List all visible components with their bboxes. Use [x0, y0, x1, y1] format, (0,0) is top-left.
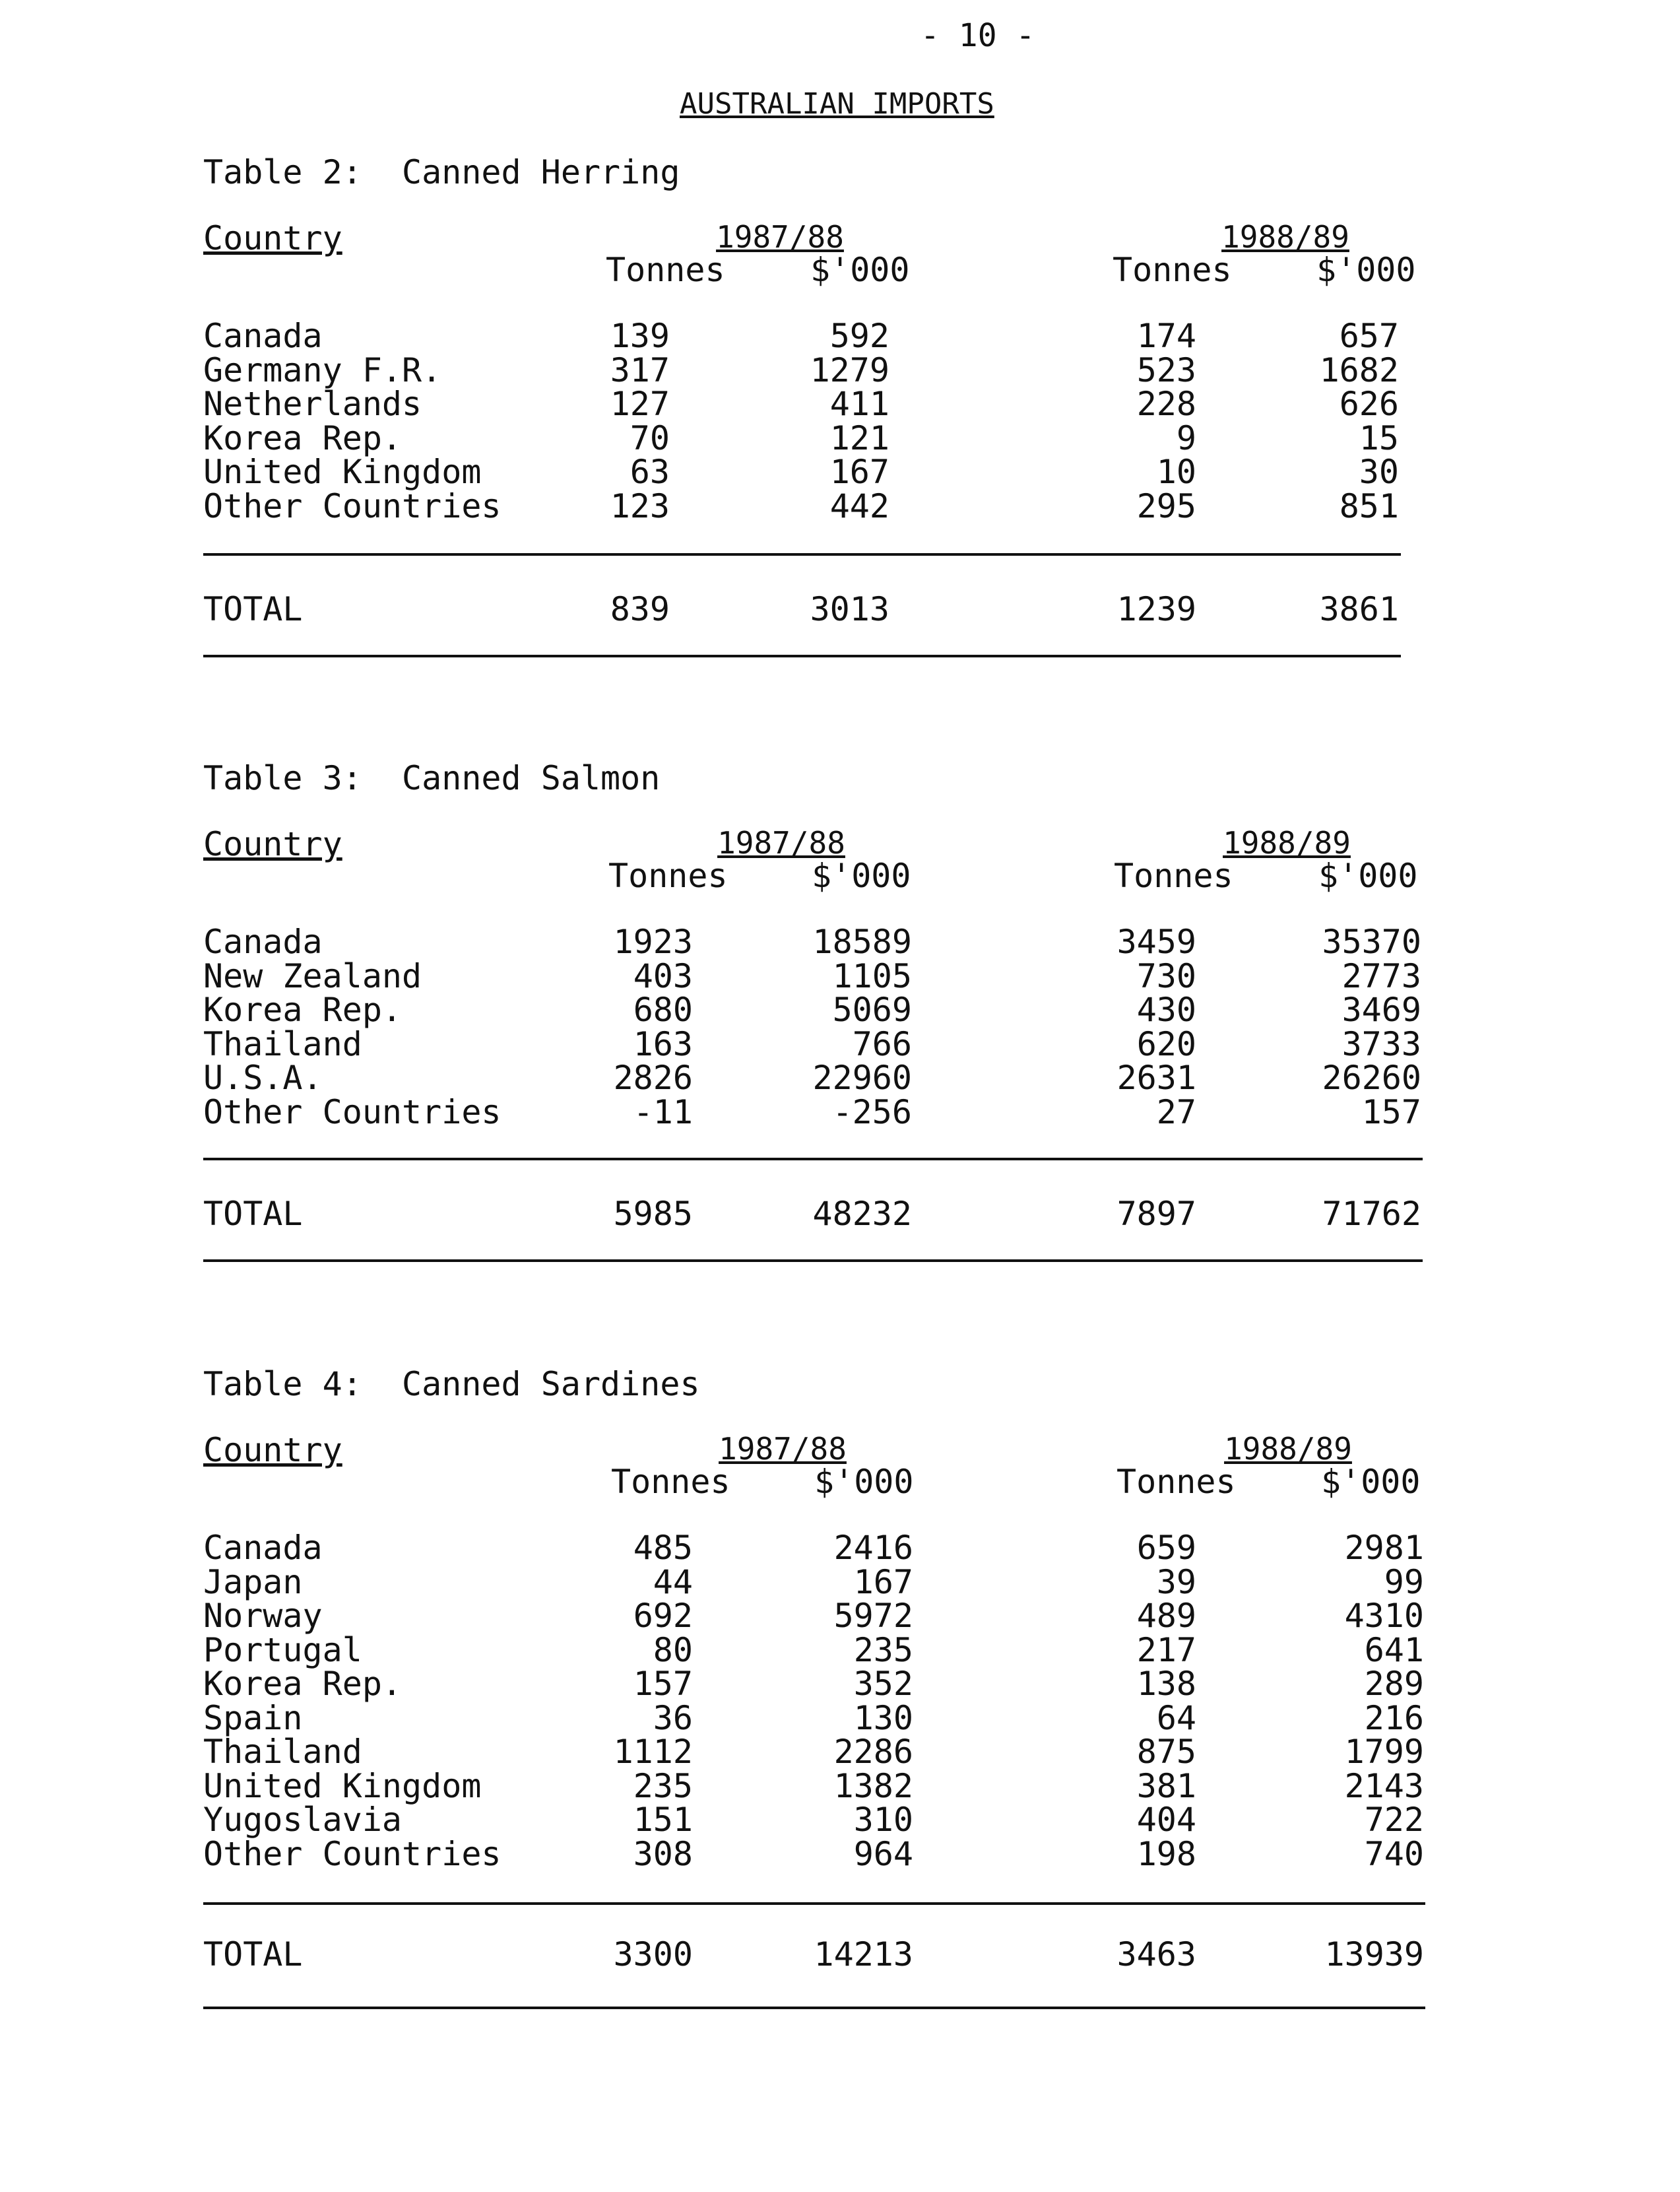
value-cell: 157 [1361, 1092, 1421, 1131]
value-cell: 1112 [613, 1733, 693, 1771]
value-cell: 381 [1136, 1766, 1196, 1805]
value-cell: 64 [1156, 1698, 1196, 1737]
value-cell: 411 [829, 385, 889, 423]
subheader-tonnes: Tonnes [606, 251, 725, 289]
subheader-value: $'000 [814, 1463, 914, 1501]
value-cell: 310 [853, 1801, 913, 1839]
country-cell: Netherlands [203, 385, 422, 423]
value-cell: 1682 [1319, 350, 1399, 389]
page-number: - 10 - [921, 17, 1035, 54]
value-cell: 2631 [1116, 1059, 1196, 1097]
total-cell: 3013 [810, 590, 889, 628]
value-cell: 228 [1136, 385, 1196, 423]
subheader-value: $'000 [812, 857, 911, 895]
total-label: TOTAL [203, 1935, 303, 1974]
year-header: 1988/89 [1223, 825, 1351, 861]
country-cell: New Zealand [203, 956, 422, 995]
value-cell: -11 [633, 1092, 693, 1131]
total-cell: 3300 [613, 1935, 693, 1974]
value-cell: 1923 [613, 923, 693, 961]
value-cell: 308 [633, 1834, 693, 1873]
table-title: Table 2: Canned Herring [203, 153, 680, 191]
table-row [0, 1562, 1680, 1601]
total-cell: 14213 [814, 1935, 913, 1974]
table-rows [0, 925, 1680, 1129]
table-row [0, 418, 1680, 457]
country-cell: Portugal [203, 1630, 362, 1669]
subheader-tonnes: Tonnes [1113, 251, 1232, 289]
value-cell: 18589 [812, 923, 912, 961]
value-cell: 15 [1359, 418, 1399, 457]
total-cell: 13939 [1324, 1935, 1424, 1974]
value-cell: 692 [633, 1597, 693, 1635]
value-cell: 657 [1339, 317, 1399, 355]
value-cell: 1382 [833, 1766, 913, 1805]
country-cell: Thailand [203, 1733, 362, 1771]
country-cell: Spain [203, 1698, 303, 1737]
divider-line [203, 1902, 1425, 1905]
table-row [0, 350, 1680, 389]
divider-line [203, 1259, 1423, 1262]
country-cell: U.S.A. [203, 1059, 323, 1097]
value-cell: 2143 [1344, 1766, 1424, 1805]
value-cell: 127 [610, 385, 670, 423]
table-row [0, 1735, 1680, 1770]
table-rows [0, 319, 1680, 523]
table-row [0, 956, 1680, 995]
table-row [0, 925, 1680, 960]
value-cell: 1279 [810, 350, 889, 389]
country-column-header: Country [203, 1431, 342, 1469]
value-cell: 289 [1364, 1665, 1424, 1703]
country-column-header: Country [203, 219, 342, 257]
value-cell: 620 [1136, 1024, 1196, 1063]
value-cell: 27 [1156, 1092, 1196, 1131]
value-cell: 121 [829, 418, 889, 457]
country-cell: Korea Rep. [203, 418, 403, 457]
table-row [0, 1834, 1680, 1873]
value-cell: 10 [1156, 453, 1196, 491]
value-cell: 5972 [833, 1597, 913, 1635]
subheader-value: $'000 [1318, 857, 1418, 895]
value-cell: 1105 [832, 956, 912, 995]
value-cell: 167 [853, 1562, 913, 1601]
total-row [0, 1935, 1680, 1974]
country-cell: Other Countries [203, 486, 501, 525]
table-row [0, 993, 1680, 1028]
value-cell: 1799 [1344, 1733, 1424, 1771]
value-cell: 216 [1364, 1698, 1424, 1737]
country-cell: Thailand [203, 1024, 362, 1063]
value-cell: 740 [1364, 1834, 1424, 1873]
table-row [0, 1667, 1680, 1702]
value-cell: 641 [1364, 1630, 1424, 1669]
value-cell: 659 [1136, 1529, 1196, 1567]
report-title: AUSTRALIAN IMPORTS [680, 87, 994, 121]
value-cell: 217 [1136, 1630, 1196, 1669]
value-cell: 295 [1136, 486, 1196, 525]
total-row [0, 590, 1680, 628]
table-row [0, 1024, 1680, 1063]
divider-line [203, 553, 1401, 556]
country-cell: Germany F.R. [203, 350, 442, 389]
table-row [0, 1531, 1680, 1566]
value-cell: 2416 [833, 1529, 913, 1567]
value-cell: 35370 [1322, 923, 1421, 961]
country-cell: Canada [203, 317, 323, 355]
value-cell: 123 [610, 486, 670, 525]
country-cell: United Kingdom [203, 1766, 482, 1805]
total-row [0, 1197, 1680, 1232]
value-cell: 2773 [1341, 956, 1421, 995]
value-cell: 130 [853, 1698, 913, 1737]
table-title: Table 3: Canned Salmon [203, 759, 661, 797]
total-cell: 3463 [1116, 1935, 1196, 1974]
table-row [0, 387, 1680, 422]
value-cell: 4310 [1344, 1597, 1424, 1635]
value-cell: 139 [610, 317, 670, 355]
subheader-tonnes: Tonnes [608, 857, 728, 895]
country-cell: Other Countries [203, 1834, 501, 1873]
total-cell: 48232 [812, 1195, 912, 1233]
value-cell: 198 [1136, 1834, 1196, 1873]
country-cell: Canada [203, 923, 323, 961]
value-cell: 9 [1176, 418, 1196, 457]
value-cell: 151 [633, 1801, 693, 1839]
value-cell: 626 [1339, 385, 1399, 423]
value-cell: 80 [653, 1630, 693, 1669]
value-cell: 26260 [1322, 1059, 1421, 1097]
value-cell: 2826 [613, 1059, 693, 1097]
value-cell: 722 [1364, 1801, 1424, 1839]
table-row [0, 319, 1680, 354]
table-row [0, 1599, 1680, 1634]
value-cell: 174 [1136, 317, 1196, 355]
value-cell: 2286 [833, 1733, 913, 1771]
total-cell: 5985 [613, 1195, 693, 1233]
value-cell: 317 [610, 350, 670, 389]
year-header: 1987/88 [716, 219, 844, 255]
value-cell: 2981 [1344, 1529, 1424, 1567]
value-cell: 36 [653, 1698, 693, 1737]
table-title: Table 4: Canned Sardines [203, 1365, 700, 1403]
value-cell: 680 [633, 991, 693, 1029]
value-cell: 730 [1136, 956, 1196, 995]
country-cell: Other Countries [203, 1092, 501, 1131]
table-row [0, 1092, 1680, 1131]
subheader-tonnes: Tonnes [1116, 1463, 1236, 1501]
value-cell: 5069 [832, 991, 912, 1029]
table-row [0, 486, 1680, 525]
value-cell: 99 [1384, 1562, 1424, 1601]
table-row [0, 1061, 1680, 1096]
divider-line [203, 2007, 1425, 2009]
total-cell: 71762 [1322, 1195, 1421, 1233]
total-cell: 839 [610, 590, 670, 628]
total-label: TOTAL [203, 590, 303, 628]
table-row [0, 455, 1680, 490]
value-cell: 235 [853, 1630, 913, 1669]
value-cell: 22960 [812, 1059, 912, 1097]
value-cell: 404 [1136, 1801, 1196, 1839]
table-row [0, 1630, 1680, 1669]
value-cell: 851 [1339, 486, 1399, 525]
year-header: 1988/89 [1221, 219, 1349, 255]
value-cell: 352 [853, 1665, 913, 1703]
total-cell: 7897 [1116, 1195, 1196, 1233]
divider-line [203, 1158, 1423, 1160]
country-cell: Canada [203, 1529, 323, 1567]
total-cell: 3861 [1319, 590, 1399, 628]
value-cell: 163 [633, 1024, 693, 1063]
value-cell: 44 [653, 1562, 693, 1601]
country-cell: Korea Rep. [203, 991, 403, 1029]
value-cell: 523 [1136, 350, 1196, 389]
country-cell: United Kingdom [203, 453, 482, 491]
year-header: 1988/89 [1224, 1431, 1352, 1467]
country-cell: Yugoslavia [203, 1801, 403, 1839]
value-cell: 3733 [1341, 1024, 1421, 1063]
value-cell: 3459 [1116, 923, 1196, 961]
value-cell: 167 [829, 453, 889, 491]
value-cell: 489 [1136, 1597, 1196, 1635]
year-header: 1987/88 [717, 825, 845, 861]
divider-line [203, 655, 1401, 657]
total-label: TOTAL [203, 1195, 303, 1233]
country-cell: Japan [203, 1562, 303, 1601]
table-row [0, 1698, 1680, 1737]
value-cell: 403 [633, 956, 693, 995]
value-cell: 138 [1136, 1665, 1196, 1703]
subheader-value: $'000 [1316, 251, 1416, 289]
table-rows [0, 1531, 1680, 1871]
subheader-value: $'000 [810, 251, 910, 289]
value-cell: 70 [630, 418, 670, 457]
value-cell: 235 [633, 1766, 693, 1805]
subheader-value: $'000 [1321, 1463, 1421, 1501]
year-header: 1987/88 [719, 1431, 847, 1467]
country-cell: Norway [203, 1597, 323, 1635]
value-cell: 592 [829, 317, 889, 355]
country-column-header: Country [203, 825, 342, 863]
country-cell: Korea Rep. [203, 1665, 403, 1703]
value-cell: 39 [1156, 1562, 1196, 1601]
subheader-tonnes: Tonnes [611, 1463, 730, 1501]
value-cell: 430 [1136, 991, 1196, 1029]
value-cell: 964 [853, 1834, 913, 1873]
value-cell: 63 [630, 453, 670, 491]
table-row [0, 1803, 1680, 1838]
value-cell: 485 [633, 1529, 693, 1567]
value-cell: 875 [1136, 1733, 1196, 1771]
value-cell: 30 [1359, 453, 1399, 491]
value-cell: 766 [852, 1024, 912, 1063]
value-cell: 157 [633, 1665, 693, 1703]
subheader-tonnes: Tonnes [1114, 857, 1233, 895]
table-row [0, 1766, 1680, 1805]
value-cell: 3469 [1341, 991, 1421, 1029]
total-cell: 1239 [1116, 590, 1196, 628]
value-cell: 442 [829, 486, 889, 525]
value-cell: -256 [832, 1092, 912, 1131]
